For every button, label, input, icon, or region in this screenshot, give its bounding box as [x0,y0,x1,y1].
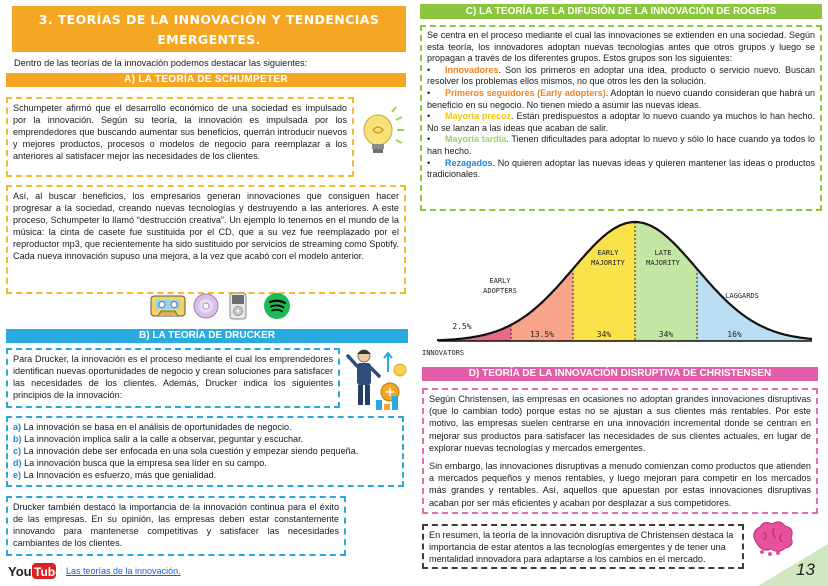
christensen-header: D) TEORÍA DE LA INNOVACIÓN DISRUPTIVA DE CHRISTENSEN [422,367,818,381]
category-label: EARLY [597,249,619,257]
rogers-group-early-majority [427,111,815,134]
principle-text: La innovación debe ser enfocada en una sola cuestión y empezar siendo pequeña. [23,446,359,457]
category-label: LAGGARDS [725,292,759,300]
schumpeter-p1-text: Schumpeter afirmó que el desarrollo económico de una sociedad es impulsado por la innovación. Según su teoría, la innovación es impulsada por los emprendedores que buscando aumentar sus beneficios, querrán introducir nuevos y mejores productos, procesos o modelos de negocio para reemplazar a los anteriores al satisfacer mejor las necesidades de los clientes. [13,103,347,162]
percent-label: 13.5% [529,330,555,339]
principle-item-c [13,445,397,457]
principle-text: La innovación se basa en el análisis de oportunidades de negocio. [23,422,292,432]
segment-early-adopters [511,212,573,341]
principle-item-a [13,421,397,433]
group-text: . Están predispuestos a adoptar lo nuevo cuando ya muchos lo han hecho. No se lanzan a las ideas que acaban de salir. [427,111,815,133]
schumpeter-paragraph-2 [6,185,406,294]
principle-letter: d) [13,458,22,469]
percent-label: 2.5% [452,322,472,331]
youtube-tube-text: Tube [34,565,62,579]
cassette-icon [150,294,186,318]
rogers-group-innovators [427,65,815,88]
page-title [12,6,406,52]
group-text: . Son los primeros en adoptar una idea, producto o servicio nuevo. Buscan resolver los problemas ellos mismos, no que otros les den la solución. [427,64,815,87]
principle-letter: e) [13,470,22,481]
category-label: EARLY [489,277,511,285]
drucker-paragraph-1 [6,348,340,408]
category-label: ADOPTERS [483,287,517,295]
bullet: • [427,87,431,98]
principle-text: La innovación implica salir a la calle a observar, peguntar y escuchar. [24,434,304,445]
group-name: Mayoría tardía [445,134,507,145]
principle-letter: a) [13,422,22,432]
spotify-icon [263,292,291,320]
category-label: MAJORITY [591,259,625,267]
christensen-summary [422,524,744,569]
category-label: LATE [654,249,672,257]
principle-item-d [13,457,397,469]
group-text: . No quieren adoptar las nuevas ideas y quieren mantener las ideas o productos tradicionales. [427,157,815,180]
principle-text: La innovación busca que la empresa sea líder en su campo. [24,458,267,469]
schumpeter-p2-text: Así, al buscar beneficios, los empresarios generan innovaciones que consiguen hacer progresar a la sociedad, creando nuevas tecnologías y destruyendo a las anteriores. A este proceso, Schumpeter lo llamó “destrucción creativa”. Un ejemplo lo tenemos en el mundo de la música: la cinta de casete fue sustituida por el CD, que a su vez fue reemplazado por el reproductor mp3, que recientemente ha sido sustituido por servicios de streaming como Spotify. Cada nueva innovación supuso una mejora, a la vez que acabó con el modelo anterior. [13,191,399,262]
bullet: • [427,111,431,122]
rogers-header: C) LA TEORÍA DE LA DIFUSIÓN DE LA INNOVACIÓN DE ROGERS [420,4,822,19]
page-title-text: 3. TEORÍAS DE LA INNOVACIÓN Y TENDENCIAS EMERGENTES. [38,12,380,47]
rogers-group-laggards [427,158,815,181]
christensen-summary-text: En resumen, la teoría de la innovación disruptiva de Christensen destaca la importancia de estar atentos a las tecnologías emergentes y de tener una mentalidad innovadora para adaptarse a los cambios en el mercado. [429,530,734,565]
group-name: Rezagados [445,157,493,168]
youtube-you-text: You [8,564,32,579]
segment-early-majority [573,212,635,341]
group-text: . Tienen dificultades para adoptar lo nuevo y sólo lo hace cuando ya todos lo han hecho. [427,134,815,156]
category-label: INNOVATORS [422,349,465,357]
bullet: • [427,64,431,75]
bullet: • [427,157,431,168]
drucker-p1-text: Para Drucker, la innovación es el proceso mediante el cual los emprendedores identifican nuevas oportunidades de negocio y crean soluciones para satisfacer las necesidades de los clientes. Además, Drucker indica los siguientes principios de la innovación: [13,354,333,401]
group-name: Mayoría precoz [445,111,512,122]
principle-letter: b) [13,434,22,445]
drucker-paragraph-2 [6,496,346,556]
percent-label: 34% [596,330,612,339]
intro-text: Dentro de las teorías de la innovación podemos destacar las siguientes: [14,58,308,68]
page-corner-decoration [758,544,828,586]
lightbulb-icon [356,104,406,166]
principle-item-e [13,469,397,481]
page-number: 13 [796,560,815,579]
christensen-box [422,388,818,514]
youtube-video-link[interactable]: Las teorías de la innovación. [66,566,181,576]
cd-icon [193,293,219,319]
youtube-logo-icon[interactable] [8,562,62,580]
category-label: MAJORITY [646,259,680,267]
rogers-box [420,25,822,211]
drucker-p2-text: Drucker también destacó la importancia de la innovación continua para el éxito de las empresas. En su opinión, las empresas deben estar constantemente innovando para mantenerse competitivas y satisfacer las necesidades cambiantes de los clientes. [13,502,339,549]
schumpeter-paragraph-1 [6,97,354,177]
mp3-player-icon [229,292,247,320]
principle-text: La Innovación es esfuerzo, más que genialidad. [23,470,217,481]
rogers-group-early-adopters [427,88,815,111]
group-name: Innovadores [445,64,499,75]
businessman-idea-icon [344,346,410,414]
segment-late-majority [635,212,697,341]
schumpeter-header: A) LA TEORÍA DE SCHUMPETER [6,73,406,87]
bullet: • [427,134,431,145]
christensen-p2: Sin embargo, las innovaciones disruptivas a menudo comienzan como productos que atienden a mercados pequeños y menos rentables, y luego mejoran para competir en los mercados más grandes y rentables. Así, aquellos que apuestan por estas innovaciones disruptivas acaban por ser más eficientes y acaban por desplazar a sus competidores. [429,461,811,508]
principle-letter: c) [13,446,22,457]
diffusion-curve-chart [420,212,822,362]
drucker-principles-list [6,416,404,487]
rogers-group-late-majority [427,134,815,157]
rogers-groups-list [427,65,815,181]
drucker-header: B) LA TEORÍA DE DRUCKER [6,329,408,343]
percent-label: 16% [727,330,742,339]
christensen-p1: Según Christensen, las empresas en ocasiones no adoptan grandes innovaciones disruptivas (que lo cambian todo) porque estas no se ajustan a sus clientes más rentables. Por este motivo, las empresas suelen centrarse en una innovación incremental donde se centran en mejorar sus productos para satisfacer las necesidades de sus clientes actuales, en lugar de explorar nuevas tecnologías y mercados emergentes. [429,394,811,453]
group-name: Primeros seguidores (Early adopters) [445,87,606,98]
percent-label: 34% [658,330,674,339]
group-text: . Adoptan lo nuevo cuando consideran que habrá un beneficio en su negocio. No tienen miedo a asumir las nuevas ideas. [427,87,815,110]
principle-item-b [13,433,397,445]
rogers-intro: Se centra en el proceso mediante el cual las innovaciones se extienden en una sociedad. Según esta teoría, los innovadores adoptan nuevas tecnologías antes que otros grupos y luego se propagan a través de los diferentes grupos. Estos grupos son los siguientes: [427,30,815,64]
